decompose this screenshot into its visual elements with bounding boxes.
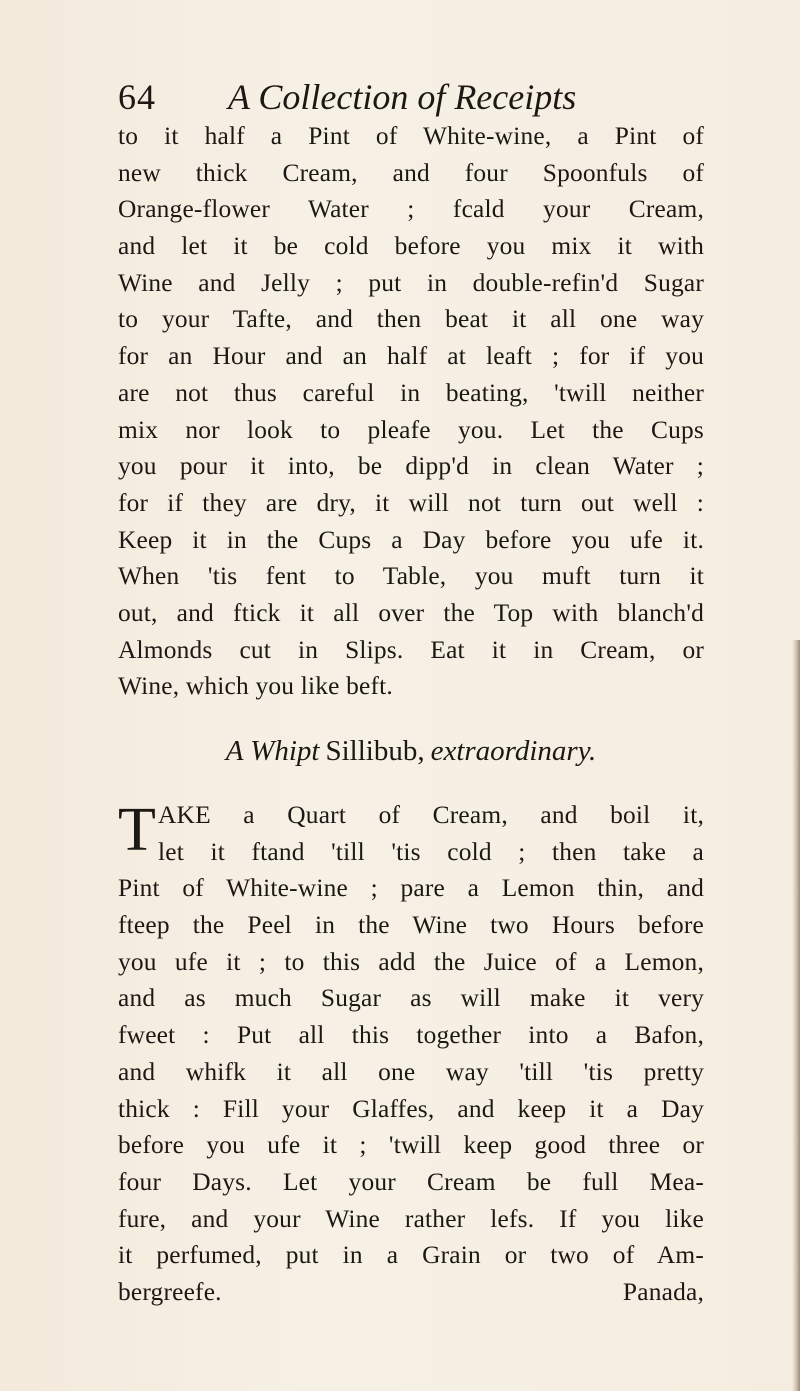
page-number: 64 xyxy=(118,77,156,117)
running-title: A Collection of Receipts xyxy=(228,77,577,117)
text-line: you ufe it ; to this add the Juice of a Lemon, xyxy=(118,947,704,976)
text-line: for if they are dry, it will not turn out well : xyxy=(118,488,704,517)
last-line xyxy=(118,1274,704,1311)
text-line: AKE a Quart of Cream, and boil it, xyxy=(158,801,704,829)
text-line: to it half a Pint of White-wine, a Pint of xyxy=(118,122,704,150)
page-body xyxy=(118,118,704,1311)
recipe-opening xyxy=(118,797,704,870)
text-line: mix nor look to pleafe you. Let the Cups xyxy=(118,415,704,444)
recipe-title-part-2: Sillibub, xyxy=(325,734,425,767)
recipe-text xyxy=(118,870,704,1274)
text-line: fure, and your Wine rather lefs. If you like xyxy=(118,1204,704,1233)
text-line: and whifk it all one way 'till 'tis pretty xyxy=(118,1057,704,1086)
text-line: fweet : Put all this together into a Bafon, xyxy=(118,1021,704,1050)
text-line: thick : Fill your Glaffes, and keep it a Day xyxy=(118,1094,704,1123)
page-edge-shadow xyxy=(792,640,800,1391)
text-line: When 'tis fent to Table, you muft turn it xyxy=(118,562,704,591)
recipe-title-part-1: A Whipt xyxy=(225,734,320,767)
text-line: are not thus careful in beating, 'twill neither xyxy=(118,378,704,407)
text-line: Keep it in the Cups a Day before you ufe it. xyxy=(118,525,704,554)
text-line: and let it be cold before you mix it with xyxy=(118,232,704,261)
text-line: Orange-flower Water ; fcald your Cream, xyxy=(118,195,704,224)
text-line: Wine, which you like beft. xyxy=(118,672,393,701)
text-line: Wine and Jelly ; put in double-refin'd Sugar xyxy=(118,268,704,297)
text-line: before you ufe it ; 'twill keep good three or xyxy=(118,1131,704,1160)
text-line: let it ftand 'till 'tis cold ; then take a xyxy=(158,837,704,866)
continued-recipe-text xyxy=(118,118,704,705)
recipe-title-part-3: extraordinary. xyxy=(430,734,597,767)
catchword: Panada, xyxy=(622,1277,704,1306)
text-line: fteep the Peel in the Wine two Hours before xyxy=(118,911,704,940)
text-line: to your Tafte, and then beat it all one way xyxy=(118,305,704,334)
text-line: for an Hour and an half at leaft ; for if you xyxy=(118,342,704,371)
text-line: four Days. Let your Cream be full Mea- xyxy=(118,1167,704,1196)
text-line: bergreefe. xyxy=(118,1277,222,1306)
text-line: it perfumed, put in a Grain or two of Am- xyxy=(118,1241,704,1270)
text-line: and as much Sugar as will make it very xyxy=(118,984,704,1013)
text-line: out, and ftick it all over the Top with blanch'd xyxy=(118,598,704,627)
text-line: Pint of White-wine ; pare a Lemon thin, and xyxy=(118,874,704,903)
text-line: you pour it into, be dipp'd in clean Water ; xyxy=(118,452,704,481)
recipe-title xyxy=(118,705,704,797)
drop-cap: T xyxy=(118,796,156,864)
text-line: Almonds cut in Slips. Eat it in Cream, or xyxy=(118,635,704,664)
text-line: new thick Cream, and four Spoonfuls of xyxy=(118,158,704,187)
